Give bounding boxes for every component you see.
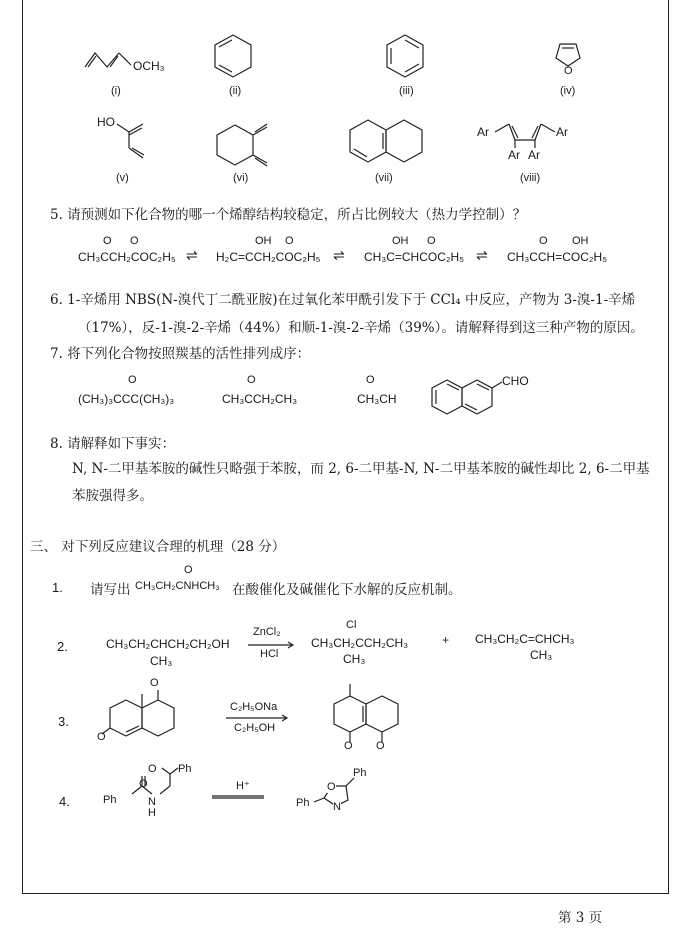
label-viii: (viii) — [520, 172, 541, 184]
aryl-group-1: Ar — [477, 125, 489, 139]
compound-di-tert-butyl-ketone: (CH₃)₃CCC(CH₃)₃ — [78, 392, 175, 406]
question-7: 7. 将下列化合物按照羰基的活性排列成序： — [50, 346, 311, 362]
compound-naphthaldehyde — [430, 378, 510, 418]
reaction-arrow — [226, 715, 290, 721]
methoxy-group: OCH₃ — [133, 59, 165, 73]
chloro-substituent: Cl — [346, 619, 357, 631]
structure-vii-hexahydronaphthalene — [350, 118, 426, 168]
carbonyl-o: O — [184, 564, 193, 576]
aldehyde-group: CHO — [502, 374, 529, 388]
hydroxy-group: HO — [97, 115, 115, 129]
structure-iii-benzene — [385, 33, 425, 79]
enol-oh: OH — [572, 235, 589, 247]
oxazole-n: N — [333, 801, 341, 813]
enol-form-2: CH₃C=CHCOC₂H₅ — [364, 250, 465, 264]
svg-text:O: O — [564, 65, 573, 77]
reaction-1-pre: 请写出 — [90, 582, 131, 598]
carbonyl-o: O — [103, 235, 112, 247]
propanamide-formula: CH₃CH₂CNHCH₃ — [135, 580, 220, 592]
phenyl-group: Ph — [103, 794, 117, 806]
reaction-3-reactant-diketone — [108, 686, 188, 748]
carbonyl-o: O — [539, 235, 548, 247]
label-vi: (vi) — [233, 172, 249, 184]
reaction-2-number: 2. — [57, 639, 68, 654]
question-6-line2: （17%），反-1-溴-2-辛烯（44%）和顺-1-溴-2-辛烯（39%）。请解释得到这三种产物的原因。 — [78, 320, 644, 336]
reaction-2-product-1: CH₃CH₂CCH₂CH₃ — [311, 636, 409, 650]
reaction-2-product-2: CH₃CH₂C=CHCH₃ — [475, 632, 575, 646]
carbonyl-o: O — [427, 235, 436, 247]
product-2-methyl: CH₃ — [530, 648, 553, 662]
equilibrium-arrow: ⇌ — [186, 247, 198, 263]
carbonyl-o: O — [247, 374, 256, 386]
structure-vi-dimethylenecyclohexane — [215, 115, 275, 171]
reagent-hcl: HCl — [260, 648, 279, 660]
ketone-o: O — [376, 740, 385, 752]
carbonyl-o: O — [130, 235, 139, 247]
aryl-group-4: Ar — [528, 148, 540, 162]
enol-form-3: CH₃CCH=COC₂H₅ — [507, 250, 608, 264]
oxazole-o: O — [327, 781, 336, 793]
amide-n: N — [148, 796, 156, 808]
question-5: 5. 请预测如下化合物的哪一个烯醇结构较稳定，所占比例较大（热力学控制）？ — [50, 207, 527, 223]
reaction-arrow — [212, 795, 268, 800]
question-8: 8. 请解释如下事实： — [50, 436, 176, 452]
reagent-sodium-ethoxide: C₂H₅ONa — [230, 701, 278, 713]
product-1-methyl: CH₃ — [343, 652, 366, 666]
amide-o: O — [139, 778, 148, 790]
phenyl-group: Ph — [353, 767, 367, 779]
aryl-group-2: Ar — [556, 125, 568, 139]
question-6-line1: 6. 1-辛烯用 NBS(N-溴代丁二酰亚胺)在过氧化苯甲酰引发下于 CCl₄ 中反应，产物为 3-溴-1-辛烯 — [50, 292, 636, 308]
structure-ii-cyclohexadiene — [213, 33, 253, 79]
ketone-o: O — [150, 677, 159, 689]
equilibrium-arrow: ⇌ — [333, 247, 345, 263]
reaction-4-number: 4. — [59, 794, 70, 809]
equilibrium-arrow: ⇌ — [476, 247, 488, 263]
label-v: (v) — [116, 172, 129, 184]
reaction-3-product-diketone — [330, 690, 410, 750]
page-number: 第 3 页 — [558, 910, 603, 926]
question-8-line1: N, N-二甲基苯胺的碱性只略强于苯胺，而 2, 6-二甲基-N, N-二甲基苯胺的碱性却比 2, 6-二甲基 — [72, 461, 650, 477]
question-8-line2: 苯胺强得多。 — [72, 488, 153, 504]
ketone-o: O — [148, 763, 157, 775]
label-ii: (ii) — [229, 85, 242, 97]
reagent-ethanol: C₂H₅OH — [234, 722, 276, 734]
reaction-4-reactant-amidoketone — [118, 772, 198, 812]
enol-form-1: H₂C=CCH₂COC₂H₅ — [216, 250, 321, 264]
amide-h: H — [148, 807, 156, 819]
phenyl-group: Ph — [296, 797, 310, 809]
keto-form: CH₃CCH₂COC₂H₅ — [78, 250, 176, 264]
plus-sign: + — [442, 633, 450, 647]
reaction-2-reactant: CH₃CH₂CHCH₂CH₂OH — [106, 637, 230, 651]
enol-oh: OH — [392, 235, 409, 247]
label-vii: (vii) — [375, 172, 393, 184]
reaction-1-post: 在酸催化及碱催化下水解的反应机制。 — [232, 582, 462, 598]
reagent-zncl2: ZnCl₂ — [253, 626, 281, 638]
carbonyl-o: O — [285, 235, 294, 247]
structure-iv-furan — [550, 40, 586, 76]
compound-butanone: CH₃CCH₂CH₃ — [222, 392, 298, 406]
label-iv: (iv) — [560, 85, 576, 97]
reaction-1-number: 1. — [52, 580, 63, 595]
ketone-o: O — [344, 740, 353, 752]
label-i: (i) — [111, 85, 121, 97]
phenyl-group: Ph — [178, 763, 192, 775]
reaction-3-number: 3. — [58, 714, 69, 729]
carbonyl-o: O — [366, 374, 375, 386]
reagent-acid: H⁺ — [236, 780, 250, 792]
enol-oh: OH — [255, 235, 272, 247]
structure-v-hydroxybutadiene — [115, 118, 155, 168]
compound-acetaldehyde: CH₃CH — [357, 392, 397, 406]
aryl-group-3: Ar — [508, 148, 520, 162]
section-3-title: 三、 对下列反应建议合理的机理（28 分） — [30, 539, 286, 555]
carbonyl-o: O — [128, 374, 137, 386]
reaction-2-reactant-methyl: CH₃ — [150, 654, 173, 668]
ketone-o: O — [97, 731, 106, 743]
label-iii: (iii) — [399, 85, 414, 97]
